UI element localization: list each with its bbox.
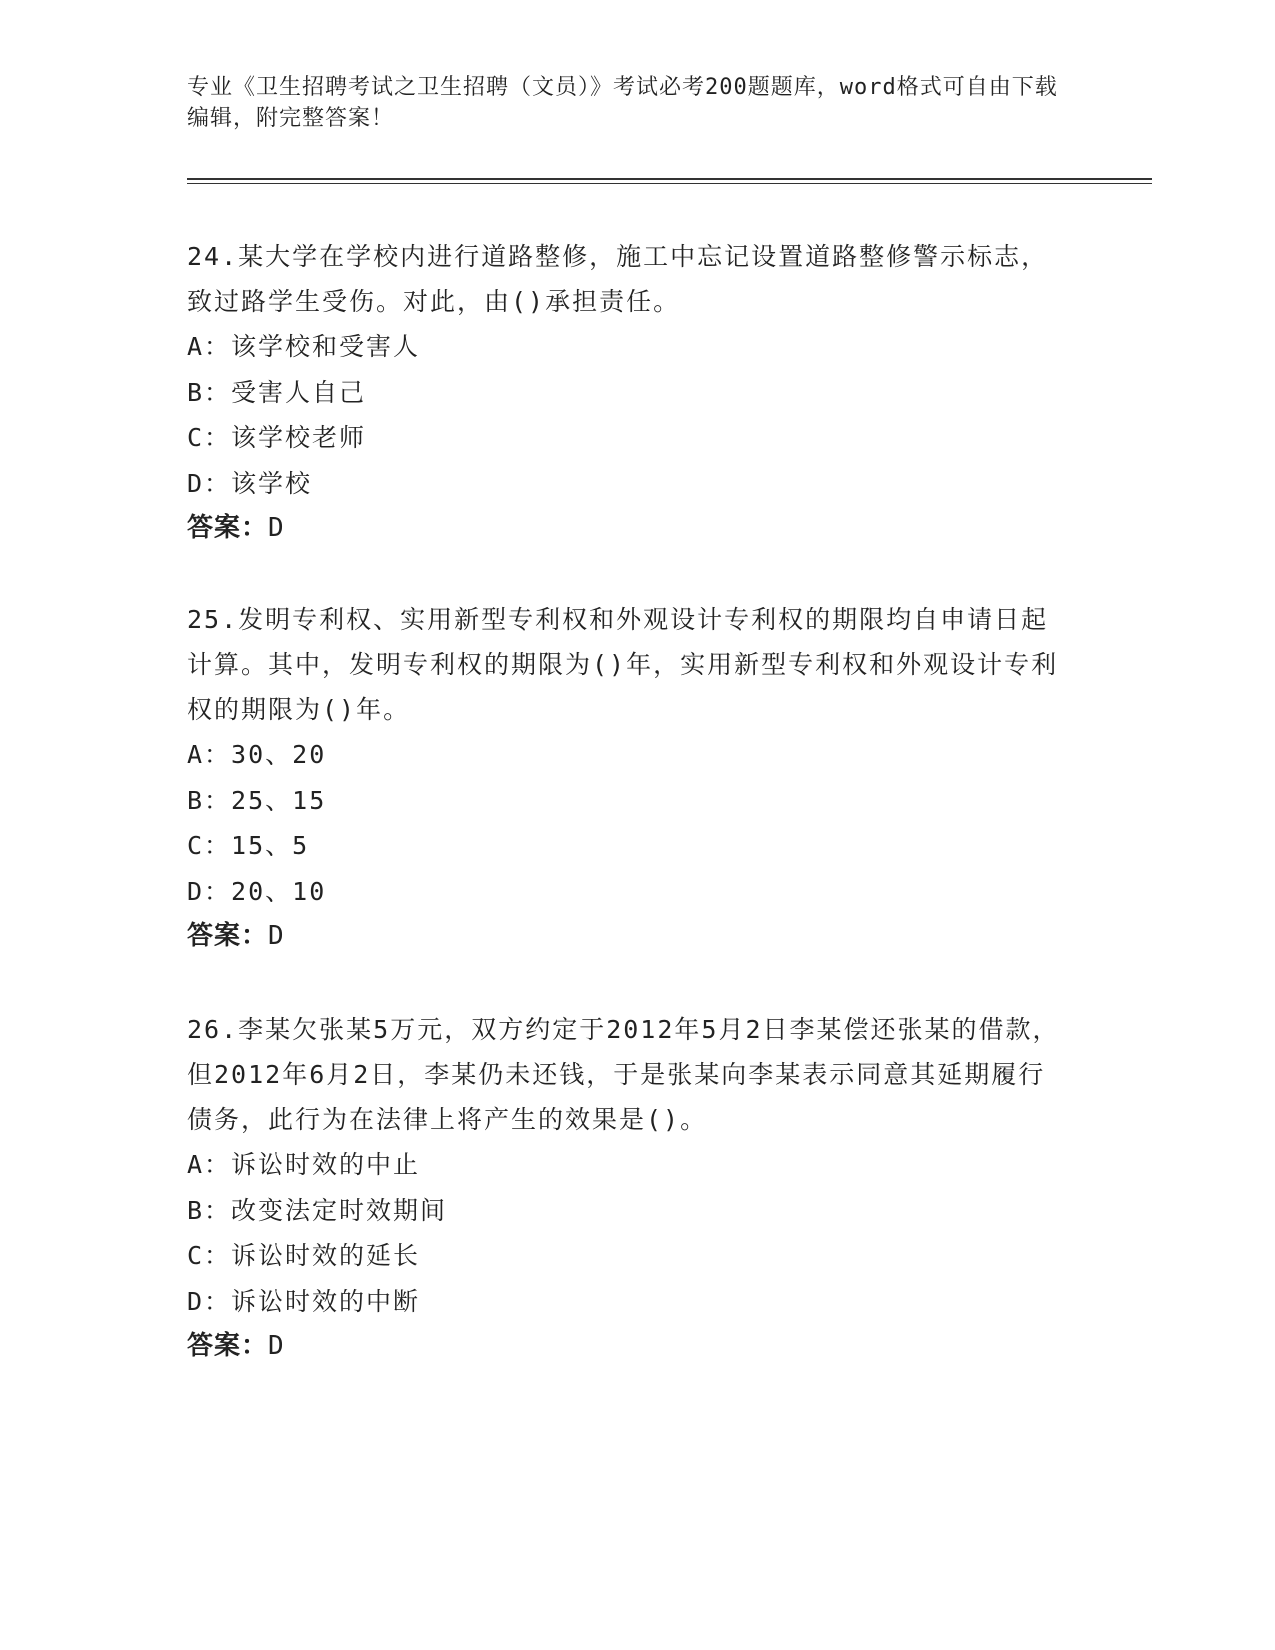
option-c: C：诉讼时效的延长 xyxy=(187,1241,421,1270)
answer-line xyxy=(187,506,1067,551)
option-c: C：15、5 xyxy=(187,831,310,860)
question-stem: 25.发明专利权、实用新型专利权和外观设计专利权的期限均自申请日起计算。其中，发明专利权的期限为()年，实用新型专利权和外观设计专利权的期限为()年。 xyxy=(187,605,1059,724)
option-a: A：30、20 xyxy=(187,740,327,769)
answer-value: D xyxy=(268,1331,285,1361)
answer-line xyxy=(187,914,1067,959)
option-b: B：改变法定时效期间 xyxy=(187,1195,448,1225)
answer-value: D xyxy=(268,513,285,543)
question-stem: 24.某大学在学校内进行道路整修，施工中忘记设置道路整修警示标志，致过路学生受伤。对此，由()承担责任。 xyxy=(187,242,1049,316)
option-d: D：诉讼时效的中断 xyxy=(187,1286,421,1316)
question-26 xyxy=(187,1007,1067,1369)
question-24 xyxy=(187,234,1067,551)
header-divider xyxy=(187,178,1152,184)
option-a: A：该学校和受害人 xyxy=(187,332,421,361)
answer-label: 答案： xyxy=(187,921,269,951)
answer-line xyxy=(187,1324,1067,1369)
question-stem: 26.李某欠张某5万元，双方约定于2012年5月2日李某偿还张某的借款，但2012年6月2日，李某仍未还钱，于是张某向李某表示同意其延期履行债务，此行为在法律上将产生的效果是()。 xyxy=(187,1015,1060,1134)
answer-label: 答案： xyxy=(187,1331,269,1361)
option-d: D：20、10 xyxy=(187,876,327,906)
option-a: A：诉讼时效的中止 xyxy=(187,1150,421,1179)
document-header: 专业《卫生招聘考试之卫生招聘（文员）》考试必考200题题库，word格式可自由下载编辑，附完整答案！ xyxy=(187,75,1058,131)
option-c: C：该学校老师 xyxy=(187,423,367,452)
option-b: B：受害人自己 xyxy=(187,377,367,407)
option-d: D：该学校 xyxy=(187,468,313,498)
answer-value: D xyxy=(268,921,285,951)
answer-label: 答案： xyxy=(187,513,269,543)
option-b: B：25、15 xyxy=(187,785,327,815)
question-25 xyxy=(187,597,1067,959)
